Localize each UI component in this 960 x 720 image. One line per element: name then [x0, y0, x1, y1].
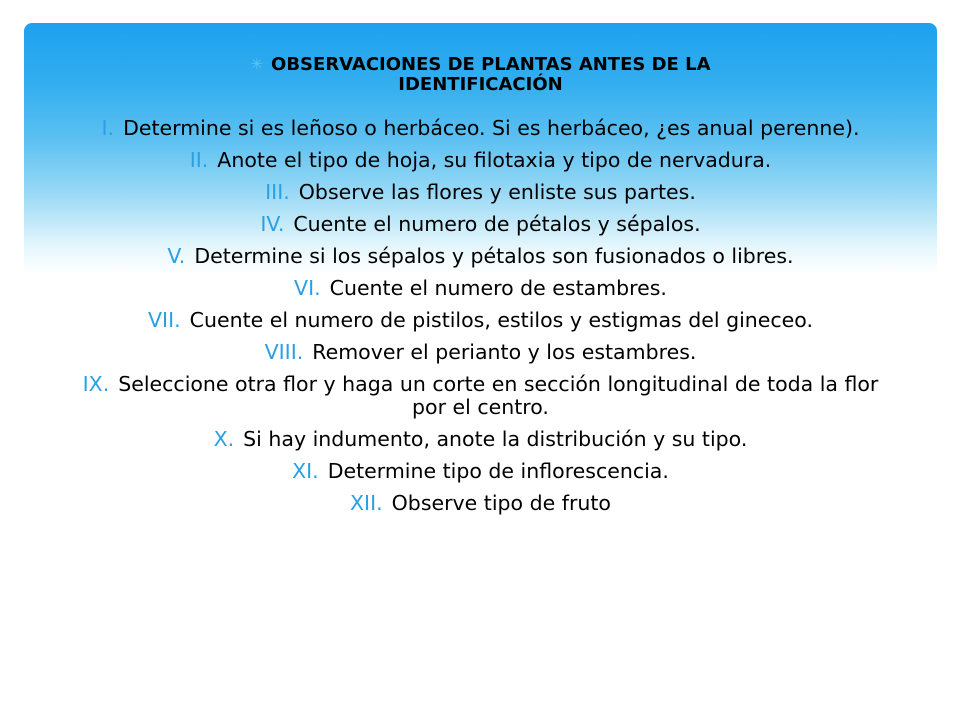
step-item: [24, 460, 937, 483]
step-numeral: XII.: [350, 491, 383, 515]
step-text: Determine si es leñoso o herbáceo. Si es herbáceo, ¿es anual perenne).: [123, 116, 860, 140]
step-text: Si hay indumento, anote la distribución y su tipo.: [243, 427, 748, 451]
step-item: [24, 117, 937, 140]
step-text: Observe las flores y enliste sus partes.: [298, 180, 696, 204]
steps-list: [24, 117, 937, 524]
step-item: [24, 277, 937, 300]
step-text: Anote el tipo de hoja, su filotaxia y tipo de nervadura.: [217, 148, 772, 172]
heading-text-1: OBSERVACIONES DE PLANTAS ANTES DE LA: [271, 54, 711, 75]
step-numeral: V.: [167, 244, 186, 268]
step-text: Determine si los sépalos y pétalos son fusionados o libres.: [194, 244, 794, 268]
step-numeral: VII.: [148, 308, 181, 332]
step-item: [24, 149, 937, 172]
step-item: [24, 213, 937, 236]
step-text: Remover el perianto y los estambres.: [312, 340, 697, 364]
step-item: [24, 309, 937, 332]
step-item: [24, 341, 937, 364]
step-numeral: XI.: [292, 459, 319, 483]
step-item: [24, 428, 937, 451]
step-text: Observe tipo de fruto: [391, 491, 611, 515]
step-numeral: VIII.: [264, 340, 304, 364]
step-text: Seleccione otra flor y haga un corte en sección longitudinal de toda la flor por el centro.: [118, 372, 879, 419]
step-item: [24, 373, 937, 419]
step-numeral: X.: [213, 427, 235, 451]
step-item: [24, 245, 937, 268]
step-item: [24, 492, 937, 515]
step-numeral: IX.: [82, 372, 110, 396]
step-numeral: IV.: [260, 212, 285, 236]
step-text: Cuente el numero de estambres.: [329, 276, 667, 300]
slide-heading: [24, 55, 937, 95]
heading-line-1: [24, 55, 937, 75]
step-numeral: II.: [189, 148, 209, 172]
step-text: Cuente el numero de pistilos, estilos y estigmas del gineceo.: [189, 308, 813, 332]
step-numeral: III.: [265, 180, 290, 204]
step-text: Determine tipo de inflorescencia.: [327, 459, 669, 483]
step-numeral: VI.: [294, 276, 321, 300]
asterisk-bullet-icon: ✳: [250, 55, 264, 73]
step-numeral: I.: [101, 116, 115, 140]
step-item: [24, 181, 937, 204]
step-text: Cuente el numero de pétalos y sépalos.: [293, 212, 701, 236]
heading-text-2: IDENTIFICACIÓN: [398, 74, 563, 95]
slide-card: [24, 23, 937, 699]
